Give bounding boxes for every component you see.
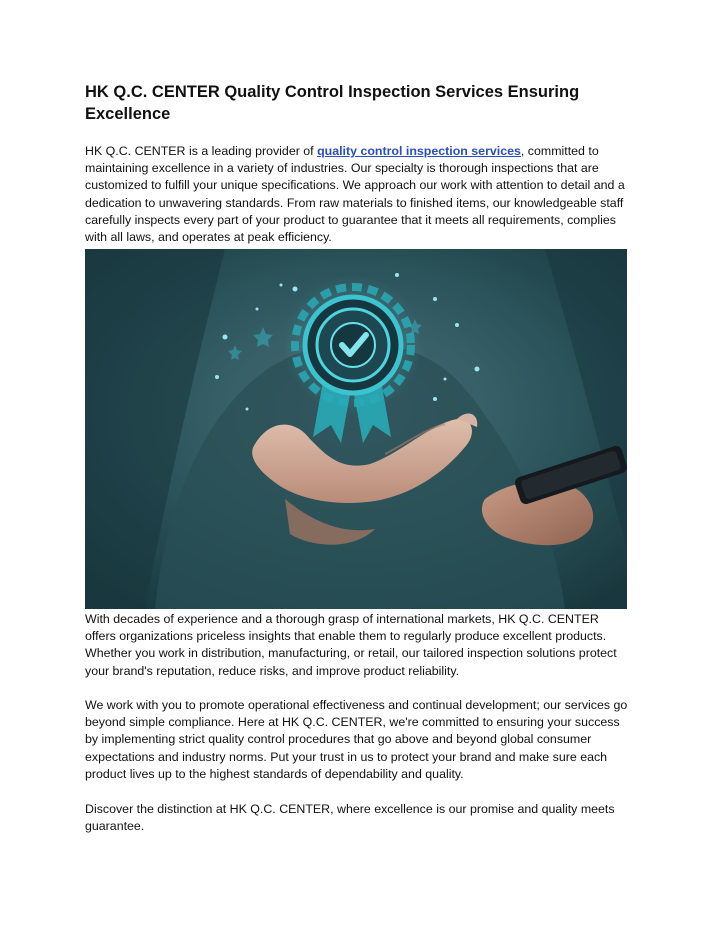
intro-text-after-link: , committed to maintaining excellence in a variety of industries. Our specialty is thorough inspections that are customized to fulfill your unique specifications. We approach our work with attention to detail and a dedication to unwavering standards. From raw materials to finished items, our knowledgeable staff carefully inspects every part of your product to guarantee that it meets all requirements, complies with all laws, and operates at peak efficiency.: [85, 144, 625, 245]
body-paragraph-1: With decades of experience and a thorough grasp of international markets, HK Q.C. CENTER offers organizations priceless insights that enable them to regularly produce excellent products. Whether you work in distribution, manufacturing, or retail, our tailored inspection solutions protect your brand's reputation, reduce risks, and improve product reliability.: [85, 612, 617, 678]
intro-text-before-link: HK Q.C. CENTER is a leading provider of: [85, 144, 318, 158]
page-title: HK Q.C. CENTER Quality Control Inspection Services Ensuring Excellence: [85, 83, 580, 123]
hero-image: [85, 249, 627, 609]
quality-control-inspection-services-link[interactable]: quality control inspection services: [317, 144, 521, 158]
body-paragraph-3: Discover the distinction at HK Q.C. CENTER, where excellence is our promise and quality meets guarantee.: [85, 802, 615, 834]
body-paragraph-2: We work with you to promote operational effectiveness and continual development; our services go beyond simple compliance. Here at HK Q.C. CENTER, we're committed to ensuring your success by implementing strict quality control procedures that go above and beyond global consumer expectations and industry norms. Put your trust in us to protect your brand and make sure each product lives up to the highest standards of dependability and quality.: [85, 698, 628, 781]
intro-paragraph: [85, 143, 630, 246]
